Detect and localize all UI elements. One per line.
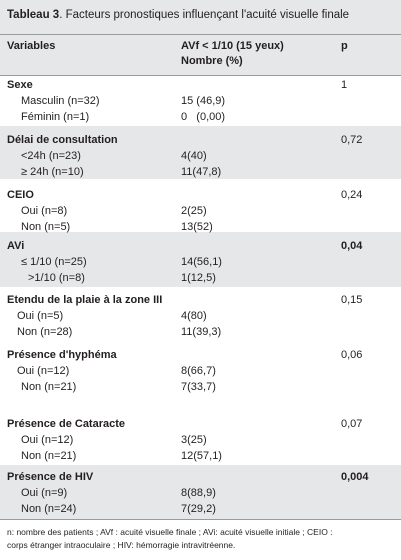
row-label: Non (n=24) (21, 503, 77, 515)
header-avf: AVf < 1/10 (15 yeux) (181, 40, 284, 52)
row-label: Non (n=5) (21, 221, 71, 233)
header-p: p (341, 40, 348, 52)
row-value: 11(47,8) (181, 166, 222, 178)
row-label: Masculin (n=32) (21, 95, 100, 107)
row-value: 14(56,1) (181, 256, 222, 268)
row-label: Oui (n=9) (21, 487, 68, 499)
row-value: 2(25) (181, 205, 207, 217)
header-rule-bottom (0, 75, 401, 76)
row-label: >1/10 (n=8) (28, 272, 85, 284)
p-value: 0,004 (341, 471, 369, 483)
p-value: 0,04 (341, 240, 363, 252)
group-title: Délai de consultation (7, 134, 118, 146)
row-value: 4(40) (181, 150, 207, 162)
row-label: Oui (n=12) (21, 434, 74, 446)
footnote-line: corps étranger intraoculaire ; HIV: hémorragie intravitréenne. (7, 540, 236, 550)
group-title: AVi (7, 240, 25, 252)
table-caption-text: . Facteurs pronostiques influençant l'acuité visuelle finale (59, 9, 350, 21)
table-caption (0, 0, 401, 34)
row-value: 8(66,7) (181, 365, 216, 377)
row-label: Non (n=21) (21, 450, 77, 462)
group-title: Présence de Cataracte (7, 418, 126, 430)
header-avf-unit: Nombre (%) (181, 55, 243, 67)
row-label: Non (n=28) (17, 326, 73, 338)
p-value: 0,06 (341, 349, 363, 361)
p-value: 1 (341, 79, 348, 91)
row-label: Féminin (n=1) (21, 111, 90, 123)
row-value: 15 (46,9) (181, 95, 226, 107)
row-label: Oui (n=8) (21, 205, 68, 217)
table-footnote (0, 519, 401, 560)
table-caption-label: Tableau 3 (7, 9, 60, 21)
row-value: 1(12,5) (181, 272, 216, 284)
p-value: 0,72 (341, 134, 363, 146)
group-title: Présence d'hyphéma (7, 349, 117, 361)
row-label: <24h (n=23) (21, 150, 81, 162)
row-value: 4(80) (181, 310, 207, 322)
p-value: 0,24 (341, 189, 363, 201)
row-value: 3(25) (181, 434, 207, 446)
header-variables: Variables (7, 40, 56, 52)
group-title: Sexe (7, 79, 33, 91)
p-value: 0,07 (341, 418, 363, 430)
group-title: Etendu de la plaie à la zone III (7, 294, 163, 306)
row-label: ≤ 1/10 (n=25) (21, 256, 87, 268)
row-value: 8(88,9) (181, 487, 216, 499)
row-label: Oui (n=5) (17, 310, 64, 322)
row-value: 7(33,7) (181, 381, 216, 393)
table-header (0, 35, 401, 75)
row-value: 0 (0,00) (181, 111, 226, 123)
footnote-line: n: nombre des patients ; AVf : acuité visuelle finale ; AVi: acuité visuelle initiale ; CEIO : (7, 527, 333, 537)
row-value: 7(29,2) (181, 503, 216, 515)
row-label: Non (n=21) (21, 381, 77, 393)
row-value: 12(57,1) (181, 450, 222, 462)
row-label: ≥ 24h (n=10) (21, 166, 84, 178)
row-value: 11(39,3) (181, 326, 222, 338)
group-title: CEIO (7, 189, 34, 201)
p-value: 0,15 (341, 294, 363, 306)
row-label: Oui (n=12) (17, 365, 70, 377)
row-value: 13(52) (181, 221, 213, 233)
group-title: Présence de HIV (7, 471, 94, 483)
